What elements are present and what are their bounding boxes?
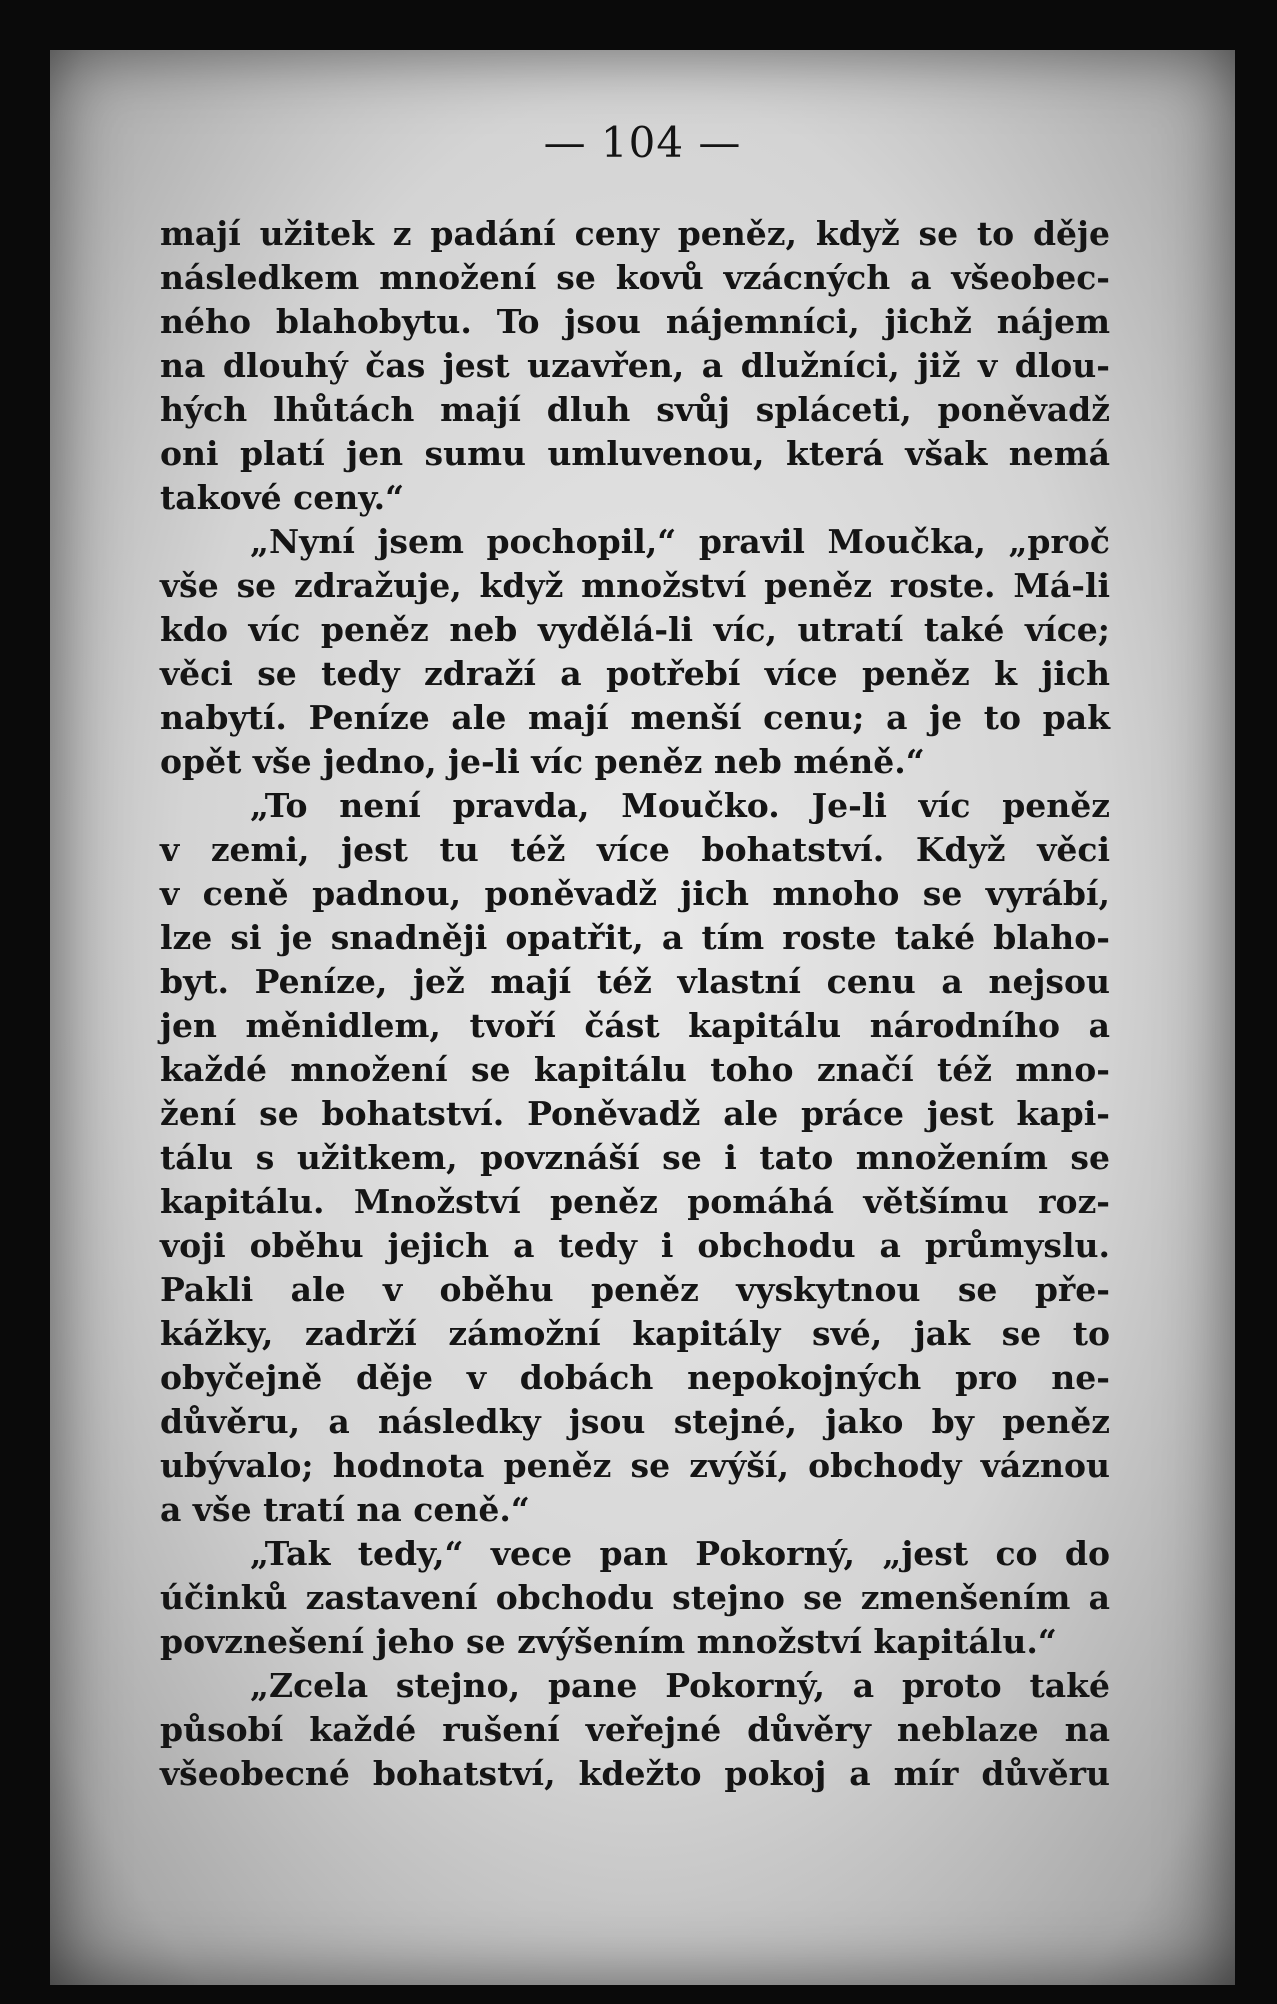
text-line: jen měnidlem, tvoří část kapitálu národního a [160, 1006, 1110, 1045]
text-line: vše se zdražuje, když množství peněz roste. Má-li [160, 566, 1110, 605]
text-line: všeobecné bohatství, kdežto pokoj a mír důvěru [160, 1754, 1110, 1793]
text-line: na dlouhý čas jest uzavřen, a dlužníci, již v dlou- [160, 346, 1110, 385]
text-line: oni platí jen sumu umluvenou, která však nemá [160, 434, 1110, 473]
text-line: povznešení jeho se zvýšením množství kapitálu.“ [160, 1622, 1057, 1661]
text-line: ného blahobytu. To jsou nájemníci, jichž nájem [160, 302, 1110, 341]
text-line: následkem množení se kovů vzácných a všeobec- [160, 258, 1110, 297]
text-line: a vše tratí na ceně.“ [160, 1490, 530, 1529]
book-page [50, 50, 1235, 1985]
text-line: účinků zastavení obchodu stejno se zmenšením a [160, 1578, 1110, 1617]
text-line: Pakli ale v oběhu peněz vyskytnou se pře- [160, 1270, 1110, 1309]
text-line: každé množení se kapitálu toho značí též mno- [160, 1050, 1110, 1089]
text-line: takové ceny.“ [160, 478, 405, 517]
text-line: kdo víc peněz neb vydělá-li víc, utratí také více; [160, 610, 1110, 649]
text-line: žení se bohatství. Poněvadž ale práce jest kapi- [160, 1094, 1110, 1133]
text-line: „Nyní jsem pochopil,“ pravil Moučka, „proč [250, 522, 1110, 561]
text-line: opět vše jedno, je-li víc peněz neb méně.“ [160, 742, 925, 781]
text-line: v ceně padnou, poněvadž jich mnoho se vyrábí, [160, 874, 1110, 913]
text-line: působí každé rušení veřejné důvěry neblaze na [160, 1710, 1110, 1749]
text-line: „Tak tedy,“ vece pan Pokorný, „jest co do [250, 1534, 1110, 1573]
text-line: kapitálu. Množství peněz pomáhá většímu roz- [160, 1182, 1110, 1221]
text-line: obyčejně děje v dobách nepokojných pro ne- [160, 1358, 1110, 1397]
text-line: tálu s užitkem, povznáší se i tato množením se [160, 1138, 1110, 1177]
text-line: hých lhůtách mají dluh svůj spláceti, poněvadž [160, 390, 1110, 429]
text-line: lze si je snadněji opatřit, a tím roste také blaho- [160, 918, 1110, 957]
text-line: „Zcela stejno, pane Pokorný, a proto také [250, 1666, 1110, 1705]
text-line: důvěru, a následky jsou stejné, jako by peněz [160, 1402, 1110, 1441]
text-line: ubývalo; hodnota peněz se zvýší, obchody váznou [160, 1446, 1110, 1485]
page-number: — 104 — [543, 118, 742, 167]
text-line: „To není pravda, Moučko. Je-li víc peněz [250, 786, 1110, 825]
body-text [160, 212, 1110, 1796]
text-line: byt. Peníze, jež mají též vlastní cenu a nejsou [160, 962, 1110, 1001]
text-line: voji oběhu jejich a tedy i obchodu a průmyslu. [160, 1226, 1110, 1265]
text-line: kážky, zadrží zámožní kapitály své, jak se to [160, 1314, 1110, 1353]
text-line: nabytí. Peníze ale mají menší cenu; a je to pak [160, 698, 1110, 737]
text-line: mají užitek z padání ceny peněz, když se to děje [160, 214, 1110, 253]
text-line: věci se tedy zdraží a potřebí více peněz k jich [160, 654, 1110, 693]
text-line: v zemi, jest tu též více bohatství. Když věci [160, 830, 1110, 869]
